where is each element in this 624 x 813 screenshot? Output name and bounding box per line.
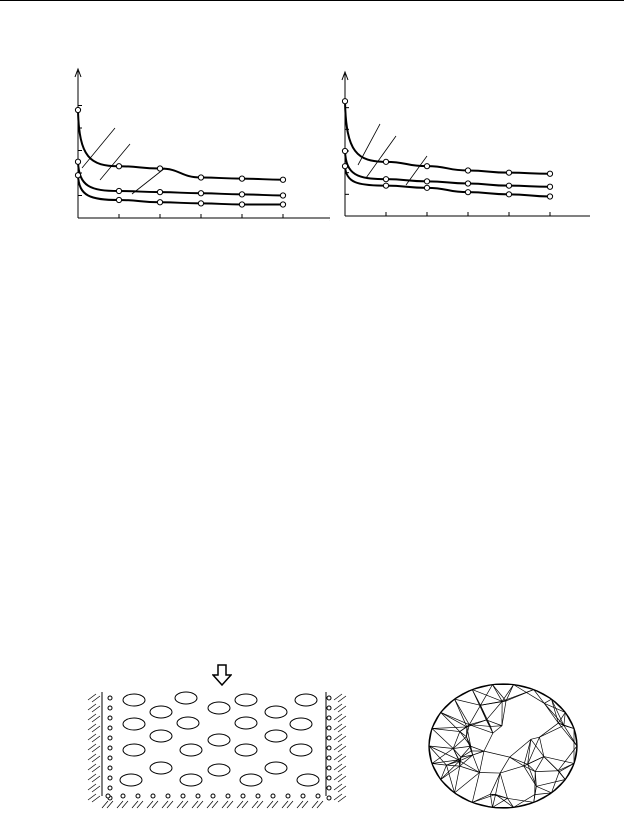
boundary-node [241,794,245,798]
floor-hatch [282,801,293,808]
particle-ellipse [123,718,145,730]
boundary-node [136,794,140,798]
boundary-node [121,794,125,798]
data-point [198,175,203,180]
boundary-node [327,716,331,720]
wall-hatch [334,734,346,742]
boundary-node [108,736,112,740]
mesh-svg [422,680,584,812]
wall-hatch [334,794,346,802]
particle-ellipse [235,744,257,756]
particle-ellipse [295,694,317,706]
data-point [116,188,121,193]
boundary-node [211,794,215,798]
chart-right [330,60,590,230]
data-point [465,181,470,186]
particle-ellipse [208,702,230,714]
data-point [547,184,552,189]
wall-hatch [88,774,100,782]
data-point [342,148,347,153]
circular-mesh-diagram [422,680,584,812]
particle-ellipse [297,774,319,786]
data-point [506,192,511,197]
floor-hatch [207,801,218,808]
boundary-node [108,696,112,700]
particle-ellipse [240,774,262,786]
particle-ellipse [208,764,230,776]
packing-svg [86,688,350,810]
data-point [342,99,347,104]
particle-ellipse [150,706,172,718]
data-point [547,194,552,199]
data-point [383,159,388,164]
label-leader-line [358,124,380,165]
data-point [239,202,244,207]
data-point [75,173,80,178]
wall-hatch [88,784,100,792]
boundary-node [327,706,331,710]
boundary-node [108,746,112,750]
chart-left-svg [60,60,330,230]
boundary-node [327,736,331,740]
particle-ellipse [290,718,312,730]
data-point [383,183,388,188]
data-point [465,190,470,195]
boundary-node [226,794,230,798]
boundary-node [327,786,331,790]
data-point [424,164,429,169]
wall-hatch [334,744,346,752]
data-point [280,202,285,207]
boundary-node [106,794,110,798]
wall-hatch [334,754,346,762]
data-point [116,164,121,169]
particle-ellipse [235,717,257,729]
wall-hatch [334,774,346,782]
particle-ellipse [235,694,257,706]
chart-axes [75,69,330,221]
data-point [239,192,244,197]
label-leader-line [100,144,130,180]
floor-hatch [132,801,143,808]
particle-ellipse [265,730,287,742]
particle-ellipse [123,694,145,706]
boundary-node [286,794,290,798]
boundary-node [327,776,331,780]
particle-ellipse [265,706,287,718]
data-point [75,107,80,112]
data-point [280,193,285,198]
wall-hatch [88,704,100,712]
data-point [157,200,162,205]
wall-hatch [88,714,100,722]
wall-hatch [88,764,100,772]
particle-ellipse [120,774,142,786]
particle-ellipse [150,730,172,742]
data-point [547,171,552,176]
particle-packing-diagram [86,688,350,810]
data-point [157,190,162,195]
data-point [198,201,203,206]
data-point [465,168,470,173]
boundary-node [327,796,331,800]
floor-hatch [162,801,173,808]
boundary-node [108,706,112,710]
floor-hatch [102,801,113,808]
data-point [506,170,511,175]
boundary-node [166,794,170,798]
floor-hatch [297,801,308,808]
wall-hatch [88,724,100,732]
chart-right-svg [330,60,590,230]
data-point [280,177,285,182]
data-point [239,176,244,181]
boundary-node [301,794,305,798]
wall-hatch [334,704,346,712]
wall-hatch [334,714,346,722]
floor-hatch [222,801,233,808]
data-point [383,177,388,182]
boundary-node [327,696,331,700]
header-rule [0,0,624,1]
boundary-node [108,776,112,780]
floor-hatch [312,801,323,808]
floor-hatch [147,801,158,808]
boundary-node [151,794,155,798]
data-point [116,197,121,202]
wall-hatch [334,784,346,792]
boundary-node [327,766,331,770]
boundary-node [108,716,112,720]
boundary-node [327,756,331,760]
label-leader-line [82,128,115,168]
particle-ellipse [208,734,230,746]
wall-hatch [334,694,346,702]
chart-left [60,60,330,230]
series-line [345,166,550,196]
boundary-node [108,756,112,760]
wall-hatch [88,734,100,742]
wall-hatch [334,724,346,732]
particle-ellipse [180,774,202,786]
particle-ellipse [123,744,145,756]
floor-hatch [177,801,188,808]
particle-ellipse [177,717,199,729]
data-point [198,191,203,196]
data-point [424,179,429,184]
particle-ellipse [175,692,197,704]
particle-ellipse [265,762,287,774]
series-line [345,101,550,174]
boundary-node [271,794,275,798]
data-point [506,183,511,188]
data-point [75,159,80,164]
boundary-node [316,794,320,798]
data-point [424,185,429,190]
particle-ellipse [150,762,172,774]
boundary-node [256,794,260,798]
particle-ellipse [290,744,312,756]
floor-hatch [192,801,203,808]
boundary-node [327,726,331,730]
wall-hatch [88,794,100,802]
floor-hatch [267,801,278,808]
boundary-node [108,726,112,730]
boundary-node [196,794,200,798]
floor-hatch [117,801,128,808]
floor-hatch [237,801,248,808]
boundary-node [108,766,112,770]
wall-hatch [88,744,100,752]
wall-hatch [88,694,100,702]
data-point [342,164,347,169]
floor-hatch [252,801,263,808]
down-arrow-icon [212,664,232,686]
boundary-node [181,794,185,798]
particle-ellipse [180,744,202,756]
boundary-node [108,786,112,790]
boundary-node [327,746,331,750]
wall-hatch [334,764,346,772]
wall-hatch [88,754,100,762]
